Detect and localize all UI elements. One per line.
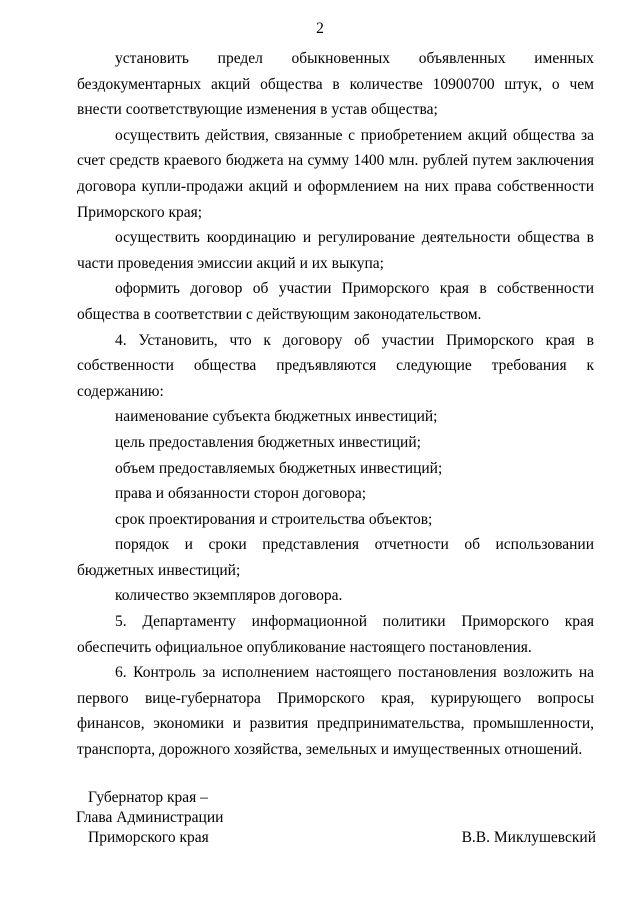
list-item: порядок и сроки представления отчетности об использовании бюджетных инвестиций; xyxy=(77,536,594,579)
list-item: объем предоставляемых бюджетных инвестиций; xyxy=(115,459,443,477)
signatory-title-line: Губернатор края – xyxy=(88,789,208,806)
paragraph-item-5: 5. Департаменту информационной политики Приморского края обеспечить официальное опубликование настоящего постановления. xyxy=(77,613,594,656)
page-number: 2 xyxy=(316,20,324,37)
list-item: количество экземпляров договора. xyxy=(115,587,343,605)
paragraph-share-limit: установить предел обыкновенных объявленных именных бездокументарных акций общества в количестве 10900700 штук, о чем внести соответствующие изменения в устав общества; xyxy=(77,50,594,119)
signatory-name: В.В. Миклушевский xyxy=(461,829,596,846)
signatory-title-line: Глава Администрации xyxy=(76,809,224,826)
paragraph-coordination: осуществить координацию и регулирование деятельности общества в части проведения эмиссии акций и их выкупа; xyxy=(77,229,594,272)
paragraph-item-4: 4. Установить, что к договору об участии Приморского края в собственности общества предъявляются следующие требования к содержанию: xyxy=(77,331,594,400)
list-item: наименование субъекта бюджетных инвестиций; xyxy=(115,408,438,426)
list-item: цель предоставления бюджетных инвестиций; xyxy=(115,433,421,451)
document-body xyxy=(77,46,594,763)
paragraph-share-purchase: осуществить действия, связанные с приобретением акций общества за счет средств краевого бюджета на сумму 1400 млн. рублей путем заключения договора купли-продажи акций и оформлением на них права собственности Приморского края; xyxy=(77,126,594,221)
signatory-title-line: Приморского края xyxy=(88,829,209,846)
list-item: срок проектирования и строительства объектов; xyxy=(115,510,433,528)
paragraph-participation-contract: оформить договор об участии Приморского края в собственности общества в соответствии с действующим законодательством. xyxy=(77,280,594,323)
list-item: права и обязанности сторон договора; xyxy=(115,485,367,503)
signature-block xyxy=(76,788,596,848)
signatory-title xyxy=(76,788,223,848)
paragraph-item-6: 6. Контроль за исполнением настоящего постановления возложить на первого вице-губернатора Приморского края, курирующего вопросы финансов, экономики и развития предпринимательства, промышленности, транспорта, дорожного хозяйства, земельных и имущественных отношений. xyxy=(77,664,594,759)
